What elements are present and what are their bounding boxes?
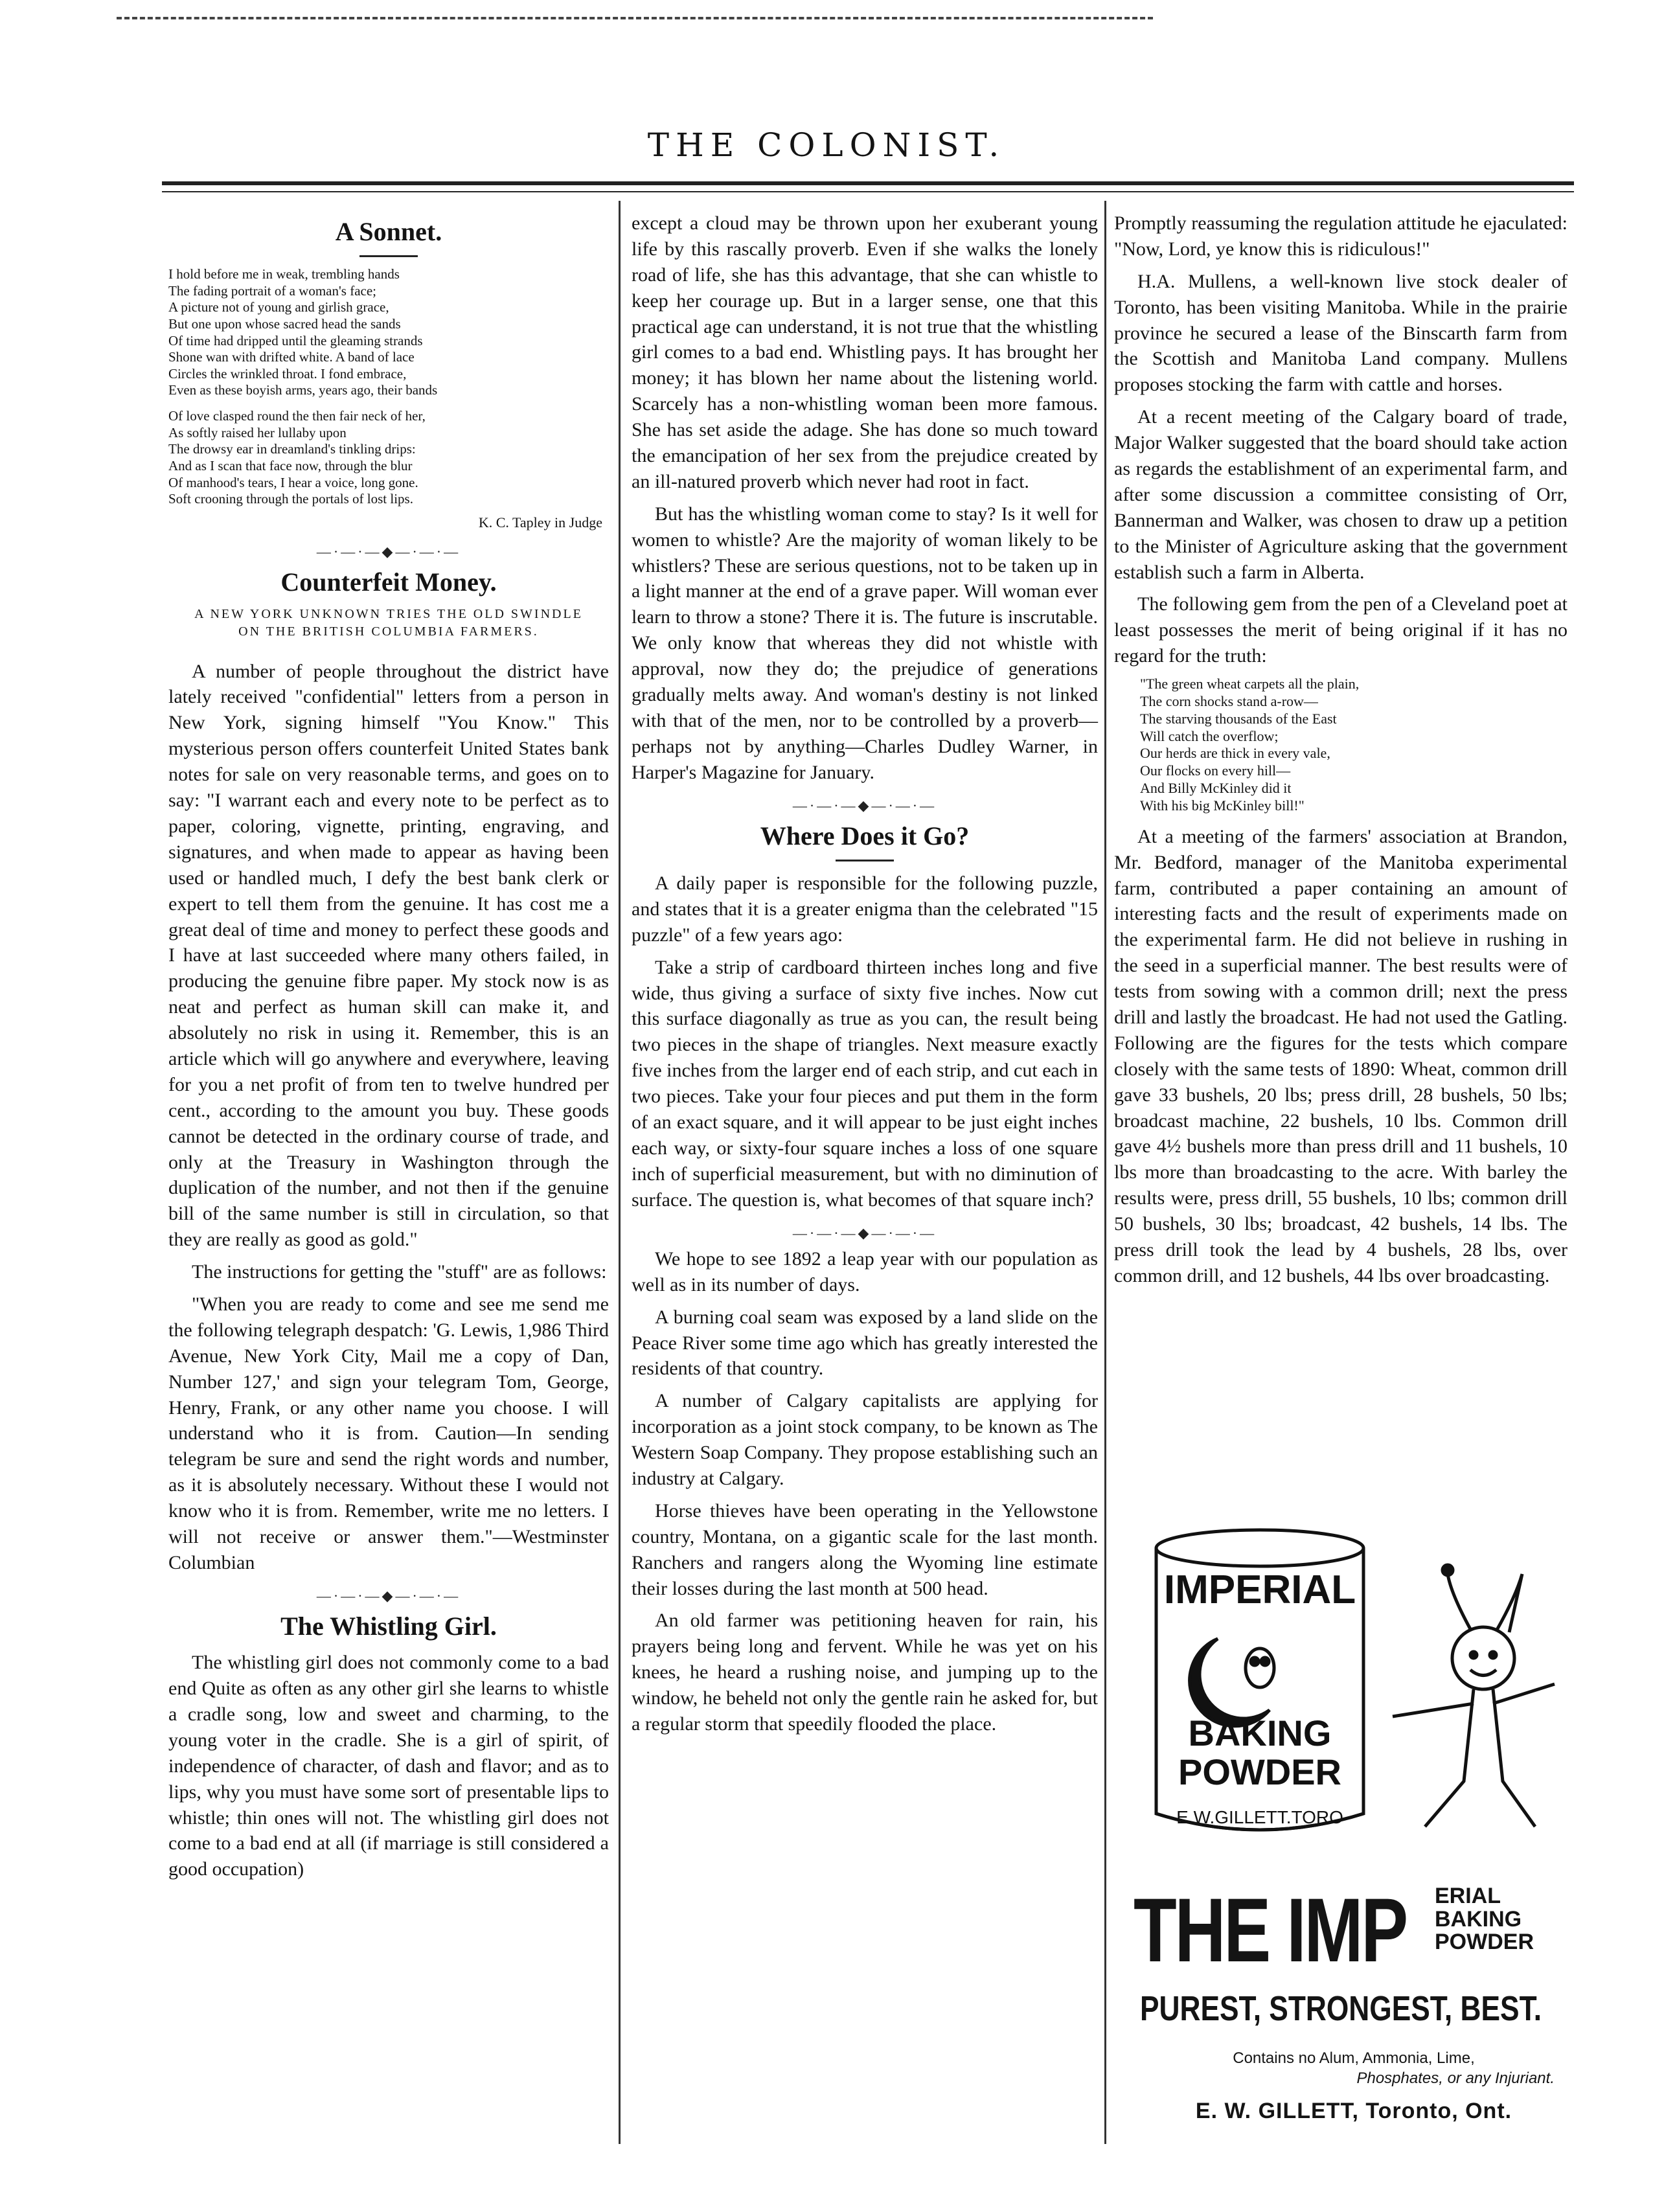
poem-line: And as I scan that face now, through the blur bbox=[168, 457, 413, 473]
page-title: THE COLONIST. bbox=[647, 126, 1006, 164]
ad-small-line: BAKING bbox=[1435, 1906, 1522, 1932]
sonnet-heading: A Sonnet. bbox=[335, 217, 442, 246]
column-1 bbox=[168, 211, 609, 1889]
news-item: At a recent meeting of the Calgary board of trade, Major Walker suggested that the board should take action as regards the establishment of an experimental farm, and after some discussion a committee consisting of Orr, Bannerman and Walker, was chosen to draw up a petition to the Minister of Agriculture asking that the government establish such a farm in Alberta. bbox=[1114, 406, 1568, 583]
poem-line: Soft crooning through the portals of lost lips. bbox=[168, 491, 413, 507]
article-paragraph: except a cloud may be thrown upon her exuberant young life by this rascally proverb. Even if she walks the lonely road of life, she has this advantage, that she can whistle to keep her courage up. But in a larger sense, one that this practical age can understand, it is not true that the whistling girl comes to a bad end. Whistling pays. It has brought her money; it has blown her name about the listening world. Scarcely has a non-whistling woman been more famous. She has set aside the adage. She has done so much toward the emancipation of her sex from the prejudice created by an ill-natured proverb which never had root in fact. bbox=[632, 212, 1098, 492]
whistling-heading: The Whistling Girl. bbox=[280, 1612, 497, 1641]
news-item: A number of Calgary capitalists are applying for incorporation as a joint stock company, to be known as The Western Soap Company. They propose establishing such an industry at Calgary. bbox=[632, 1390, 1098, 1489]
column-3 bbox=[1114, 211, 1568, 1295]
ad-fine-line: Phosphates, or any Injuriant. bbox=[1356, 2069, 1555, 2088]
news-item: Horse thieves have been operating in the Yellowstone country, Montana, on a gigantic scale for the last month. Ranchers and rangers along the Wyoming line estimate their losses during the last month at 500 head. bbox=[632, 1499, 1098, 1599]
poem-line: Of love clasped round the then fair neck of her, bbox=[168, 408, 426, 424]
section-ornament: —·—·—◆—·—·— bbox=[792, 1224, 937, 1241]
poem-line: As softly raised her lullaby upon bbox=[168, 424, 347, 440]
article-paragraph: A daily paper is responsible for the following puzzle, and states that it is a greater enigma than the celebrated "15 puzzle" of a few years ago: bbox=[632, 872, 1098, 946]
baking-powder-can-illustration bbox=[1121, 1522, 1568, 1885]
poem-line: Shone wan with drifted white. A band of lace bbox=[168, 349, 415, 365]
poem-line: But one upon whose sacred head the sands bbox=[168, 316, 401, 332]
news-item: We hope to see 1892 a leap year with our population as well as in its number of days. bbox=[632, 1248, 1098, 1295]
poem-line: I hold before me in weak, trembling hands bbox=[168, 266, 400, 282]
article-paragraph: Promptly reassuming the regulation attitude he ejaculated: "Now, Lord, ye know this is ridiculous!" bbox=[1114, 212, 1568, 260]
ad-headline bbox=[1134, 1879, 1574, 1981]
section-ornament: —·—·—◆—·—·— bbox=[316, 1587, 461, 1604]
ad-address: E. W. GILLETT, Toronto, Ont. bbox=[1195, 2099, 1512, 2123]
article-paragraph: Take a strip of cardboard thirteen inches long and five wide, thus giving a surface of sixty five inches. Now cut this surface diagonally as true as you can, the result being two pieces in the shape of triangles. Next measure exactly five inches from the larger end of each strip, and cut each in two pieces. Take your four pieces and put them in the form of an exact square, and it will appear to be just eight inches each way, or sixty-four square inches a loss of one square inch of superficial measurement, but with no diminution of surface. The question is, what becomes of that square inch? bbox=[632, 956, 1098, 1211]
poem-line: Circles the wrinkled throat. I fond embrace, bbox=[168, 365, 407, 382]
news-item: H.A. Mullens, a well-known live stock dealer of Toronto, has been visiting Manitoba. While in the prairie province he secured a lease of the Binscarth farm from the Scottish and Manitoba Land company. Mullens proposes stocking the farm with cattle and horses. bbox=[1114, 270, 1568, 396]
stanza-gap bbox=[184, 399, 609, 408]
sonnet-poem bbox=[168, 266, 609, 508]
can-brand-text: IMPERIAL bbox=[1163, 1568, 1356, 1612]
header-rule-thin bbox=[162, 191, 1574, 192]
ad-small-line: ERIAL bbox=[1435, 1884, 1501, 1908]
poem-line: The fading portrait of a woman's face; bbox=[168, 282, 376, 299]
gem-poem bbox=[1140, 676, 1568, 815]
poem-line: With his big McKinley bill!" bbox=[1140, 797, 1305, 814]
section-ornament: —·—·—◆—·—·— bbox=[316, 543, 461, 560]
sonnet-attribution: K. C. Tapley in Judge bbox=[478, 514, 602, 530]
article-paragraph: "When you are ready to come and see me send me the following telegraph despatch: 'G. Lewis, 1,986 Third Avenue, New York City, Mail me a copy of Dan, Number 127,' and sign your telegram Tom, George, Henry, Frank, or any other name you choose. I will understand who it is from. Caution—In sending telegram be sure and send the right words and number, as it is absolutely necessary. Without these I would not know who it is from. Remember, write me no letters. I will not receive or answer them."—Westminster Columbian bbox=[168, 1293, 609, 1573]
poem-line: Of manhood's tears, I hear a voice, long gone. bbox=[168, 474, 418, 490]
poem-line: Will catch the overflow; bbox=[1140, 727, 1279, 744]
article-paragraph: But has the whistling woman come to stay? Is it well for women to whistle? Are the majority of woman likely to be whistlers? These are serious questions, not to be taken up in a light manner at the end of a grave paper. Will woman ever learn to throw a stone? There it is. The future is inscrutable. We only know that whereas they did not whistle with approval, now they do; the prejudice of generations gradually melts away. And woman's destiny is not linked with that of the men, nor to be controlled by a proverb—perhaps not by anything—Charles Dudley Warner, in Harper's Magazine for January. bbox=[632, 503, 1098, 783]
heading-rule bbox=[836, 860, 894, 861]
column-divider bbox=[1104, 201, 1106, 2144]
header-rule-thick bbox=[162, 181, 1574, 185]
can-label-text: BAKING bbox=[1188, 1713, 1332, 1753]
counterfeit-subheading: A NEW YORK UNKNOWN TRIES THE OLD SWINDLE ON THE BRITISH COLUMBIA FARMERS. bbox=[194, 607, 583, 639]
poem-line: The drowsy ear in dreamland's tinkling drips: bbox=[168, 441, 416, 457]
counterfeit-heading: Counterfeit Money. bbox=[280, 567, 497, 597]
news-item: A burning coal seam was exposed by a land slide on the Peace River some time ago which has greatly interested the residents of that country. bbox=[632, 1306, 1098, 1380]
top-dashed-border bbox=[117, 17, 1153, 19]
news-item: At a meeting of the farmers' association at Brandon, Mr. Bedford, manager of the Manitoba experimental farm, contributed a paper containing an amount of interesting facts and the result of experiments made on the experimental farm. He did not believe in rushing in the seed in a superficial manner. The best results were of tests from sowing with a common drill; next the press drill and lastly the broadcast. He had not used the Gatling. Following are the figures for the tests which compare closely with the same tests of 1890: Wheat, common drill gave 33 bushels, 20 lbs; press drill, 28 bushels, 50 lbs; broadcast machine, 22 bushels, 10 lbs. Common drill gave 4½ bushels more than press drill and 11 bushels, 10 lbs more than broadcasting to the acre. With barley the results were, press drill, 55 bushels, 10 lbs; common drill 50 bushels, 30 lbs; broadcast, 42 bushels, 14 lbs. The press drill took the lead by 4 bushels, 28 lbs, over common drill, and 12 bushels, 44 lbs over broadcasting. bbox=[1114, 825, 1568, 1286]
article-paragraph: The whistling girl does not commonly come to a bad end Quite as often as any other girl she learns to whistle a cradle song, low and sweet and charming, to the young voter in the cradle. She is a girl of spirit, of independence of character, of dash and flavor; and as to lips, why you must have some sort of presentable lips to whistle; thin ones will not. The whistling girl does not come to a bad end at all (if marriage is still considered a good occupation) bbox=[168, 1652, 609, 1880]
poem-line: Our flocks on every hill— bbox=[1140, 762, 1291, 779]
baking-powder-advertisement bbox=[1121, 1522, 1568, 2144]
ad-small-line: POWDER bbox=[1435, 1930, 1534, 1955]
poem-line: The corn shocks stand a-row— bbox=[1140, 692, 1318, 709]
section-ornament: —·—·—◆—·—·— bbox=[792, 797, 937, 814]
poem-line: And Billy McKinley did it bbox=[1140, 780, 1292, 797]
article-paragraph: The instructions for getting the "stuff" are as follows: bbox=[192, 1261, 607, 1283]
ad-headline-big: THE IMP bbox=[1134, 1879, 1407, 1981]
can-maker-text: E.W.GILLETT.TORO bbox=[1176, 1807, 1343, 1827]
ad-slogan: PUREST, STRONGEST, BEST. bbox=[1140, 1989, 1542, 2028]
where-heading: Where Does it Go? bbox=[760, 821, 970, 850]
poem-line: A picture not of young and girlish grace, bbox=[168, 299, 389, 315]
can-label-text: POWDER bbox=[1178, 1751, 1341, 1792]
ad-fine-print bbox=[1153, 2048, 1555, 2088]
news-item: An old farmer was petitioning heaven for rain, his prayers being long and fervent. While he was yet on his knees, he heard a rushing noise, and jumping up to the window, he beheld not only the gentle rain he asked for, but a regular storm that speedily flooded the place. bbox=[632, 1610, 1098, 1735]
poem-line: Our herds are thick in every vale, bbox=[1140, 745, 1330, 762]
heading-rule bbox=[359, 255, 418, 257]
poem-line: "The green wheat carpets all the plain, bbox=[1140, 676, 1360, 692]
poem-line: The starving thousands of the East bbox=[1140, 710, 1337, 727]
column-divider bbox=[619, 201, 621, 2144]
column-2 bbox=[632, 211, 1098, 1744]
poem-line: Even as these boyish arms, years ago, their bands bbox=[168, 382, 438, 398]
ad-fine-line: Contains no Alum, Ammonia, Lime, bbox=[1233, 2049, 1475, 2067]
news-item: The following gem from the pen of a Cleveland poet at least possesses the merit of being original if it has no regard for the truth: bbox=[1114, 593, 1568, 667]
poem-line: Of time had dripped until the gleaming strands bbox=[168, 332, 423, 348]
ad-headline-small bbox=[1435, 1885, 1534, 1954]
article-paragraph: A number of people throughout the district have lately received "confidential" letters from a person in New York, signing himself "You Know." This mysterious person offers counterfeit United States bank notes for sale on very reasonable terms, and goes on to say: "I warrant each and every note to be perfect as to paper, coloring, vignette, printing, engraving, and signatures, and when made to appear as having been used or handled much, I defy the best bank clerk or expert to tell them from the genuine. It has cost me a great deal of time and money to perfect these goods and I have at last succeeded where many others failed, in producing the genuine fibre paper. My stock now is as neat and perfect as human skill can make it, and absolutely no risk in using it. Remember, this is an article which will go anywhere and everywhere, leaving for you a net profit of from ten to twelve hundred per cent., according to the amount you buy. These goods cannot be detected in the ordinary course of trade, and only at the Treasury in Washington through the duplication of the number, and not then if the genuine bill of the same number is still in circulation, so that they are really as good as gold." bbox=[168, 660, 609, 1251]
